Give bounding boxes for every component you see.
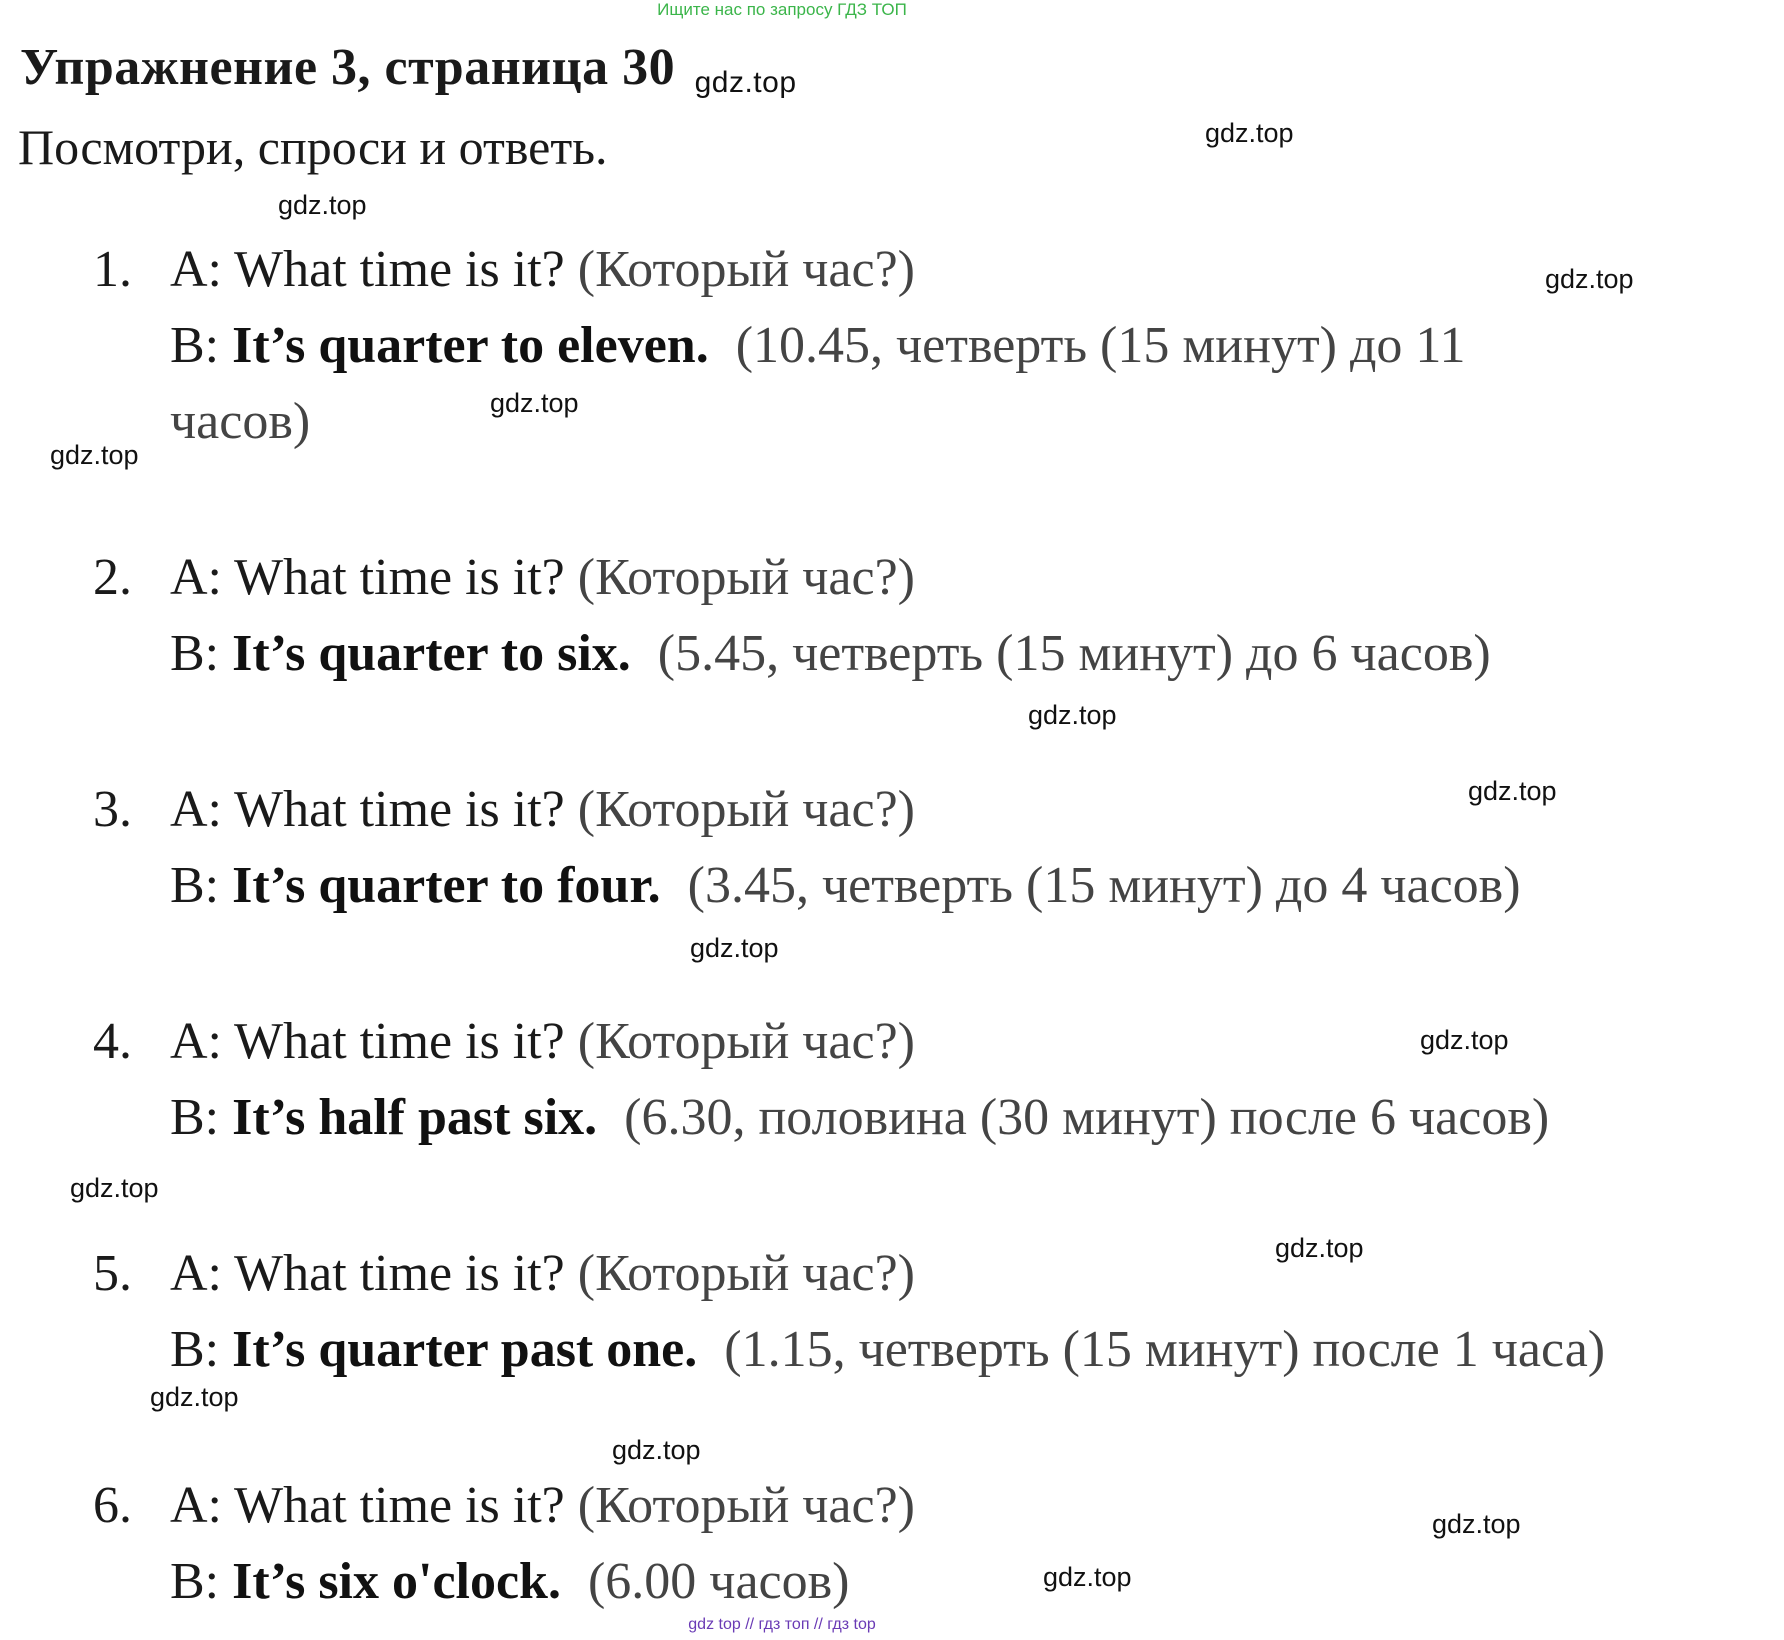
answer-prefix: B: (170, 1321, 220, 1378)
watermark: gdz.top (694, 66, 797, 99)
footer-watermark: gdz top // гдз топ // гдз top (688, 1616, 876, 1633)
watermark: gdz.top (1043, 1562, 1132, 1592)
answer-line (170, 308, 1466, 384)
answer-text: It’s quarter to four. (232, 857, 661, 914)
watermark: gdz.top (1028, 700, 1117, 730)
question-line (170, 1004, 915, 1080)
question-text: A: What time is it? (170, 1245, 565, 1302)
answer-text: It’s quarter past one. (232, 1321, 698, 1378)
answer-text: It’s half past six. (232, 1089, 598, 1146)
question-text: A: What time is it? (170, 781, 565, 838)
answer-line (170, 1544, 849, 1620)
answer-explanation: (6.00 часов) (587, 1553, 850, 1610)
top-banner: Ищите нас по запросу ГДЗ ТОП (657, 0, 907, 19)
question-translation: (Который час?) (577, 1245, 915, 1302)
question-translation: (Который час?) (577, 549, 915, 606)
watermark: gdz.top (612, 1435, 701, 1465)
watermark: gdz.top (490, 388, 579, 418)
item-number: 4. (93, 1013, 132, 1070)
title-text: Упражнение 3, страница 30 (20, 39, 676, 96)
item-number: 2. (93, 549, 132, 606)
question-translation: (Который час?) (577, 241, 915, 298)
watermark: gdz.top (50, 440, 139, 470)
answer-line (170, 1080, 1549, 1156)
item-number: 5. (93, 1245, 132, 1302)
item-number: 6. (93, 1477, 132, 1534)
answer-explanation: (10.45, четверть (15 минут) до 11 (735, 317, 1466, 374)
watermark: gdz.top (1468, 776, 1557, 806)
watermark: gdz.top (278, 190, 367, 220)
answer-prefix: B: (170, 317, 220, 374)
watermark: gdz.top (1205, 118, 1294, 148)
question-text: A: What time is it? (170, 241, 565, 298)
answer-prefix: B: (170, 625, 220, 682)
watermark: gdz.top (1420, 1025, 1509, 1055)
question-line (170, 540, 915, 616)
question-line (170, 1236, 915, 1312)
answer-explanation-continued: часов) (170, 393, 311, 450)
question-translation: (Который час?) (577, 1013, 915, 1070)
answer-explanation: (6.30, половина (30 минут) после 6 часов) (624, 1089, 1550, 1146)
answer-explanation: (3.45, четверть (15 минут) до 4 часов) (687, 857, 1521, 914)
answer-prefix: B: (170, 1089, 220, 1146)
watermark: gdz.top (1432, 1509, 1521, 1539)
answer-prefix: B: (170, 1553, 220, 1610)
question-translation: (Который час?) (577, 1477, 915, 1534)
question-text: A: What time is it? (170, 549, 565, 606)
answer-line (170, 848, 1521, 924)
answer-text: It’s quarter to eleven. (232, 317, 709, 374)
page-title (20, 38, 797, 97)
watermark: gdz.top (1275, 1233, 1364, 1263)
watermark: gdz.top (1545, 264, 1634, 294)
question-text: A: What time is it? (170, 1013, 565, 1070)
question-text: A: What time is it? (170, 1477, 565, 1534)
watermark: gdz.top (150, 1382, 239, 1412)
question-translation: (Который час?) (577, 781, 915, 838)
watermark: gdz.top (70, 1173, 159, 1203)
answer-line (170, 616, 1491, 692)
question-line (170, 772, 915, 848)
watermark: gdz.top (690, 933, 779, 963)
task-instruction: Посмотри, спроси и ответь. (18, 119, 608, 175)
answer-line (170, 1312, 1605, 1388)
answer-explanation: (5.45, четверть (15 минут) до 6 часов) (657, 625, 1491, 682)
item-number: 1. (93, 241, 132, 298)
answer-text: It’s quarter to six. (232, 625, 631, 682)
answer-explanation: (1.15, четверть (15 минут) после 1 часа) (724, 1321, 1606, 1378)
answer-prefix: B: (170, 857, 220, 914)
question-line (170, 1468, 915, 1544)
question-line (170, 232, 915, 308)
item-number: 3. (93, 781, 132, 838)
answer-text: It’s six o'clock. (232, 1553, 561, 1610)
